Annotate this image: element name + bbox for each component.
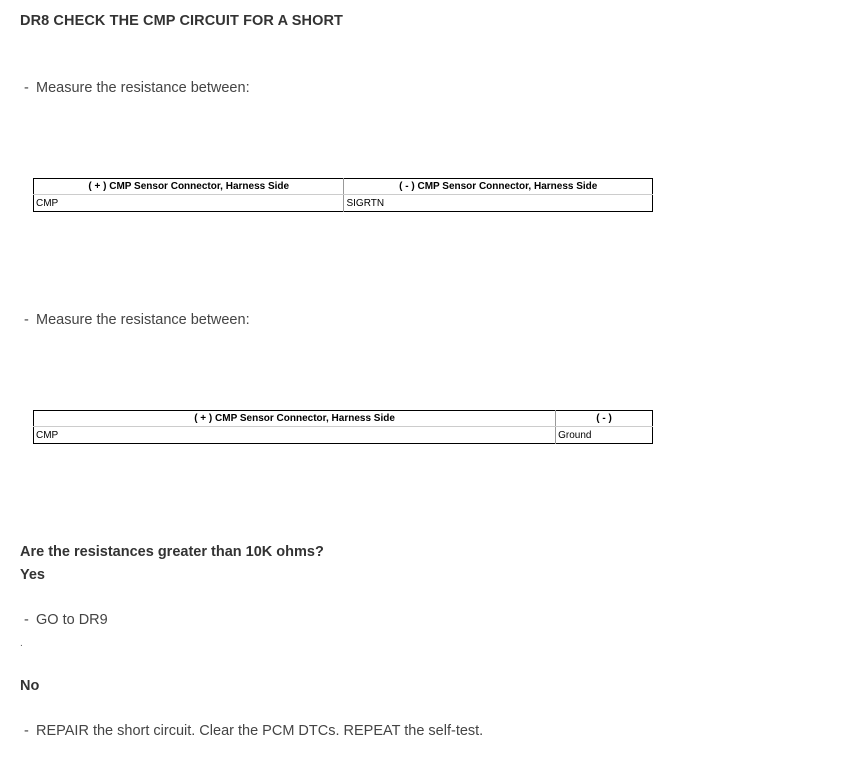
separator-dot: . [20,638,23,649]
table-header-positive: ( + ) CMP Sensor Connector, Harness Side [34,411,556,427]
measurement-table-2 [33,410,653,444]
bullet-dash: - [24,312,29,328]
bullet-dash: - [24,80,29,96]
yes-action-text: GO to DR9 [36,612,108,628]
table-header-negative: ( - ) [556,411,653,427]
measurement-table-1 [33,178,653,212]
no-action-text: REPAIR the short circuit. Clear the PCM DTCs. REPEAT the self-test. [36,723,484,739]
table-header-row [34,179,653,195]
table-header-negative: ( - ) CMP Sensor Connector, Harness Side [344,179,653,195]
table-row [34,427,653,444]
table-header-positive: ( + ) CMP Sensor Connector, Harness Side [34,179,344,195]
bullet-dash: - [24,612,29,628]
step-1-text: Measure the resistance between: [36,80,250,96]
no-label: No [20,678,40,694]
step-2-text: Measure the resistance between: [36,312,250,328]
table-cell-positive: CMP [36,429,59,441]
bullet-dash: - [24,723,29,739]
table-cell-positive: CMP [36,197,59,209]
no-action [24,723,483,739]
page-title: DR8 CHECK THE CMP CIRCUIT FOR A SHORT [20,13,343,29]
question-text: Are the resistances greater than 10K ohms? [20,544,324,560]
table-cell-negative: SIGRTN [344,195,653,212]
table-header-row [34,411,653,427]
table-cell-negative: Ground [556,427,653,444]
table-row [34,195,653,212]
yes-label: Yes [20,567,45,583]
step-2-instruction [24,312,250,328]
yes-action [24,612,108,628]
step-1-instruction [24,80,250,96]
